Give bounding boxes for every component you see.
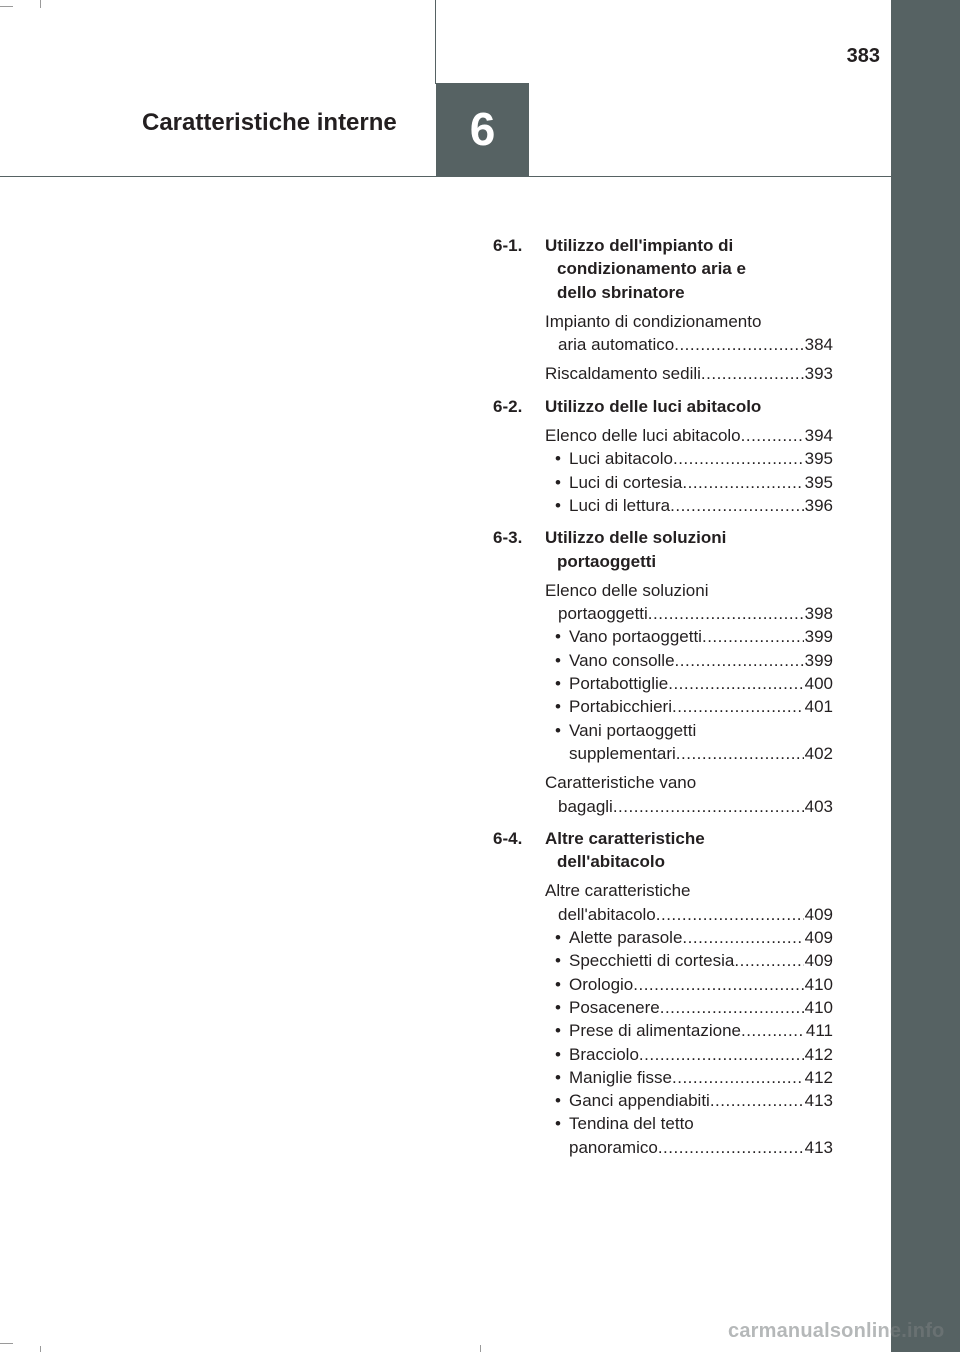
watermark: carmanualsonline.info <box>728 1320 945 1342</box>
entry-page: 401 <box>804 697 833 717</box>
bullet-icon: • <box>555 1021 561 1041</box>
bullet-icon: • <box>555 1044 561 1064</box>
section-title-line: dell'abitacolo <box>557 852 665 872</box>
section-title <box>545 234 833 304</box>
entry-page: 413 <box>804 1137 833 1157</box>
entry-page: 411 <box>805 1021 833 1041</box>
dot-leader <box>674 333 803 356</box>
toc-entry[interactable] <box>545 771 833 818</box>
toc-section-6-3 <box>493 526 833 818</box>
section-title-line: Utilizzo delle soluzioni <box>545 528 727 548</box>
section-number: 6-2. <box>493 396 523 416</box>
toc-subentry[interactable] <box>545 1112 833 1159</box>
section-heading[interactable] <box>493 395 833 418</box>
dot-leader <box>672 1066 804 1089</box>
entry-page: 396 <box>804 495 833 515</box>
toc-subentry[interactable] <box>545 1089 833 1112</box>
entry-text: Bracciolo <box>569 1044 639 1064</box>
toc-subentry[interactable] <box>545 494 833 517</box>
bullet-icon: • <box>555 449 561 469</box>
section-heading[interactable] <box>493 526 833 573</box>
entry-page: 398 <box>804 604 833 624</box>
chapter-number: 6 <box>469 103 496 155</box>
entry-page: 410 <box>804 997 833 1017</box>
dot-leader <box>673 447 804 470</box>
section-title <box>545 395 833 418</box>
dot-leader <box>668 672 803 695</box>
entry-text-line: Impianto di condizionamento <box>545 311 762 331</box>
toc-subentry[interactable] <box>545 625 833 648</box>
entry-text: portaoggetti <box>558 604 648 624</box>
bullet-icon: • <box>555 1091 561 1111</box>
crop-mark <box>40 0 41 8</box>
toc-section-6-1 <box>493 234 833 386</box>
toc-subentry[interactable] <box>545 649 833 672</box>
entry-text: Vano consolle <box>569 650 675 670</box>
section-title-line: Altre caratteristiche <box>545 828 705 848</box>
entry-text: Luci abitacolo <box>569 449 673 469</box>
entry-text: Elenco delle luci abitacolo <box>545 426 741 446</box>
dot-leader <box>702 625 804 648</box>
entry-text: Riscaldamento sedili <box>545 364 701 384</box>
bullet-icon: • <box>555 1114 561 1134</box>
bullet-icon: • <box>555 951 561 971</box>
dot-leader <box>710 1089 804 1112</box>
dot-leader <box>734 949 803 972</box>
dot-leader <box>660 996 804 1019</box>
toc-subentry[interactable] <box>545 926 833 949</box>
section-title-line: dello sbrinatore <box>557 282 685 302</box>
bullet-icon: • <box>555 928 561 948</box>
entry-text-line: Caratteristiche vano <box>545 773 697 793</box>
dot-leader <box>648 602 804 625</box>
header-rule <box>0 176 891 177</box>
toc-subentry[interactable] <box>545 719 833 766</box>
entry-page: 409 <box>804 928 833 948</box>
entry-text: bagagli <box>558 796 613 816</box>
chapter-sidebar <box>891 0 960 1352</box>
bullet-icon: • <box>555 472 561 492</box>
bullet-icon: • <box>555 495 561 515</box>
entry-page: 384 <box>804 335 833 355</box>
entry-text: Ganci appendiabiti <box>569 1091 710 1111</box>
section-number: 6-4. <box>493 828 523 848</box>
entry-page: 395 <box>804 472 833 492</box>
entry-page: 400 <box>804 674 833 694</box>
section-title-line: Utilizzo dell'impianto di <box>545 236 734 255</box>
entry-page: 399 <box>804 627 833 647</box>
entry-text: Luci di lettura <box>569 495 671 515</box>
section-title-line: portaoggetti <box>557 551 657 571</box>
toc-entry[interactable] <box>545 879 833 1159</box>
crop-mark <box>0 1343 13 1344</box>
entry-text: Prese di alimentazione <box>569 1021 741 1041</box>
entry-page: 412 <box>804 1067 833 1087</box>
toc-subentry[interactable] <box>545 447 833 470</box>
entry-text: Portabottiglie <box>569 674 669 694</box>
section-heading[interactable] <box>493 234 833 304</box>
entry-text: Luci di cortesia <box>569 472 683 492</box>
toc-section-6-2 <box>493 395 833 517</box>
entry-text-line: Elenco delle soluzioni <box>545 580 709 600</box>
entry-page: 399 <box>804 650 833 670</box>
entry-text: dell'abitacolo <box>558 904 656 924</box>
dot-leader <box>613 795 804 818</box>
entry-text-line: Tendina del tetto <box>569 1114 694 1134</box>
section-number: 6-1. <box>493 236 523 255</box>
section-number: 6-3. <box>493 528 523 548</box>
entry-page: 412 <box>804 1044 833 1064</box>
section-title <box>545 827 833 874</box>
entry-page: 410 <box>804 974 833 994</box>
bullet-icon: • <box>555 997 561 1017</box>
header-divider <box>435 0 436 84</box>
entry-text: Posacenere <box>569 997 660 1017</box>
toc-subentry[interactable] <box>545 695 833 718</box>
entry-text: Specchietti di cortesia <box>569 951 735 971</box>
entry-text: Maniglie fisse <box>569 1067 672 1087</box>
chapter-number-tab <box>436 83 529 176</box>
section-heading[interactable] <box>493 827 833 874</box>
chapter-title: Caratteristiche interne <box>142 109 397 136</box>
entry-page: 413 <box>804 1091 833 1111</box>
entry-page: 409 <box>804 951 833 971</box>
toc-subentry[interactable] <box>545 1066 833 1089</box>
toc-subentry[interactable] <box>545 949 833 972</box>
entry-text: Alette parasole <box>569 928 683 948</box>
section-title-line: condizionamento aria e <box>557 259 746 279</box>
section-title <box>545 526 833 573</box>
dot-leader <box>682 471 803 494</box>
dot-leader <box>670 494 804 517</box>
entry-page: 394 <box>804 426 833 446</box>
toc-entry[interactable] <box>545 310 833 357</box>
entry-text: Orologio <box>569 974 634 994</box>
toc-entry[interactable] <box>545 579 833 765</box>
bullet-icon: • <box>555 697 561 717</box>
dot-leader <box>656 903 804 926</box>
bullet-icon: • <box>555 974 561 994</box>
bullet-icon: • <box>555 720 561 740</box>
entry-page: 402 <box>804 743 833 763</box>
toc-subentry[interactable] <box>545 1019 833 1042</box>
entry-page: 403 <box>804 796 833 816</box>
toc-subentry[interactable] <box>545 996 833 1019</box>
entry-text-line: Vani portaoggetti <box>569 720 697 740</box>
entry-text: supplementari <box>569 743 676 763</box>
entry-page: 409 <box>804 904 833 924</box>
crop-mark <box>40 1346 41 1352</box>
crop-mark <box>480 1345 481 1352</box>
dot-leader <box>633 973 803 996</box>
bullet-icon: • <box>555 650 561 670</box>
dot-leader <box>658 1136 804 1159</box>
dot-leader <box>639 1043 804 1066</box>
dot-leader <box>672 695 804 718</box>
toc-subentry[interactable] <box>545 672 833 695</box>
bullet-icon: • <box>555 1067 561 1087</box>
entry-text: panoramico <box>569 1137 658 1157</box>
entry-text: Vano portaoggetti <box>569 627 702 647</box>
section-title-line: Utilizzo delle luci abitacolo <box>545 396 762 416</box>
toc-subentry[interactable] <box>545 1043 833 1066</box>
entry-text: aria automatico <box>558 335 675 355</box>
bullet-icon: • <box>555 627 561 647</box>
dot-leader <box>741 1019 805 1042</box>
toc-section-6-4 <box>493 827 833 1159</box>
entry-text: Portabicchieri <box>569 697 672 717</box>
dot-leader <box>701 362 804 385</box>
page-number: 383 <box>846 45 880 67</box>
dot-leader <box>676 742 804 765</box>
dot-leader <box>682 926 803 949</box>
toc-subentry[interactable] <box>545 973 833 996</box>
dot-leader <box>675 649 804 672</box>
dot-leader <box>741 424 804 447</box>
toc-entry[interactable] <box>545 362 833 385</box>
entry-text-line: Altre caratteristiche <box>545 881 691 901</box>
entry-page: 393 <box>804 364 833 384</box>
toc-entry[interactable] <box>545 424 833 517</box>
table-of-contents <box>493 234 833 1168</box>
crop-mark <box>0 6 13 7</box>
toc-subentry[interactable] <box>545 471 833 494</box>
entry-page: 395 <box>804 449 833 469</box>
bullet-icon: • <box>555 674 561 694</box>
